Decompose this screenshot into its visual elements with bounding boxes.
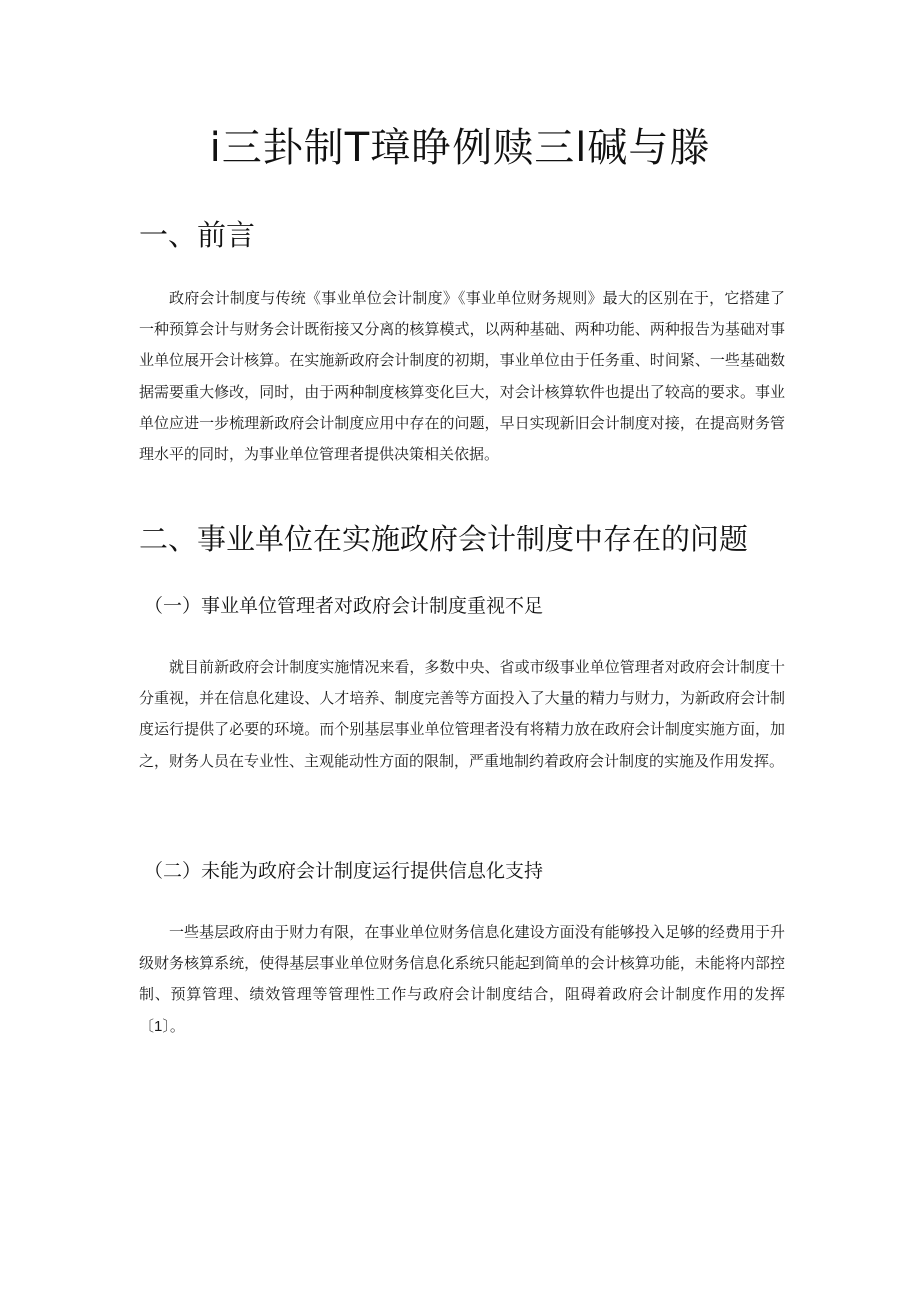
- preface-paragraph: 政府会计制度与传统《事业单位会计制度》《事业单位财务规则》最大的区别在于，它搭建了一种预算会计与财务会计既衔接又分离的核算模式，以两种基础、两种功能、两种报告为基础对事业单位展开会计核算。在实施新政府会计制度的初期，事业单位由于任务重、时间紧、一些基础数据需要重大修改，同时，由于两种制度核算变化巨大，对会计核算软件也提出了较高的要求。事业单位应进一步梳理新政府会计制度应用中存在的问题，早日实现新旧会计制度对接，在提高财务管理水平的同时，为事业单位管理者提供决策相关依据。: [139, 289, 785, 464]
- section-heading-preface: 一、前言: [139, 218, 256, 252]
- citation-reference: 〔1〕: [139, 1017, 170, 1035]
- subsection-2-paragraph: [139, 917, 785, 1042]
- paragraph-ending: 。: [169, 1016, 185, 1035]
- subsection-heading-2: （二）未能为政府会计制度运行提供信息化支持: [144, 860, 544, 882]
- document-title: i三卦制T璋睁例赎三l碱与滕: [209, 125, 711, 171]
- section-heading-problems: 二、事业单位在实施政府会计制度中存在的问题: [139, 522, 749, 556]
- subsection-2-text: 一些基层政府由于财力有限，在事业单位财务信息化建设方面没有能够投入足够的经费用于升级财务核算系统，使得基层事业单位财务信息化系统只能起到简单的会计核算功能，未能将内部控制、预算管理、绩效管理等管理性工作与政府会计制度结合，阻碍着政府会计制度作用的发挥: [139, 923, 785, 1004]
- subsection-1-paragraph: 就目前新政府会计制度实施情况来看，多数中央、省或市级事业单位管理者对政府会计制度十分重视，并在信息化建设、人才培养、制度完善等方面投入了大量的精力与财力，为新政府会计制度运行提供了必要的环境。而个别基层事业单位管理者没有将精力放在政府会计制度实施方面，加之，财务人员在专业性、主观能动性方面的限制，严重地制约着政府会计制度的实施及作用发挥。: [139, 658, 785, 770]
- subsection-heading-1: （一）事业单位管理者对政府会计制度重视不足: [144, 595, 544, 617]
